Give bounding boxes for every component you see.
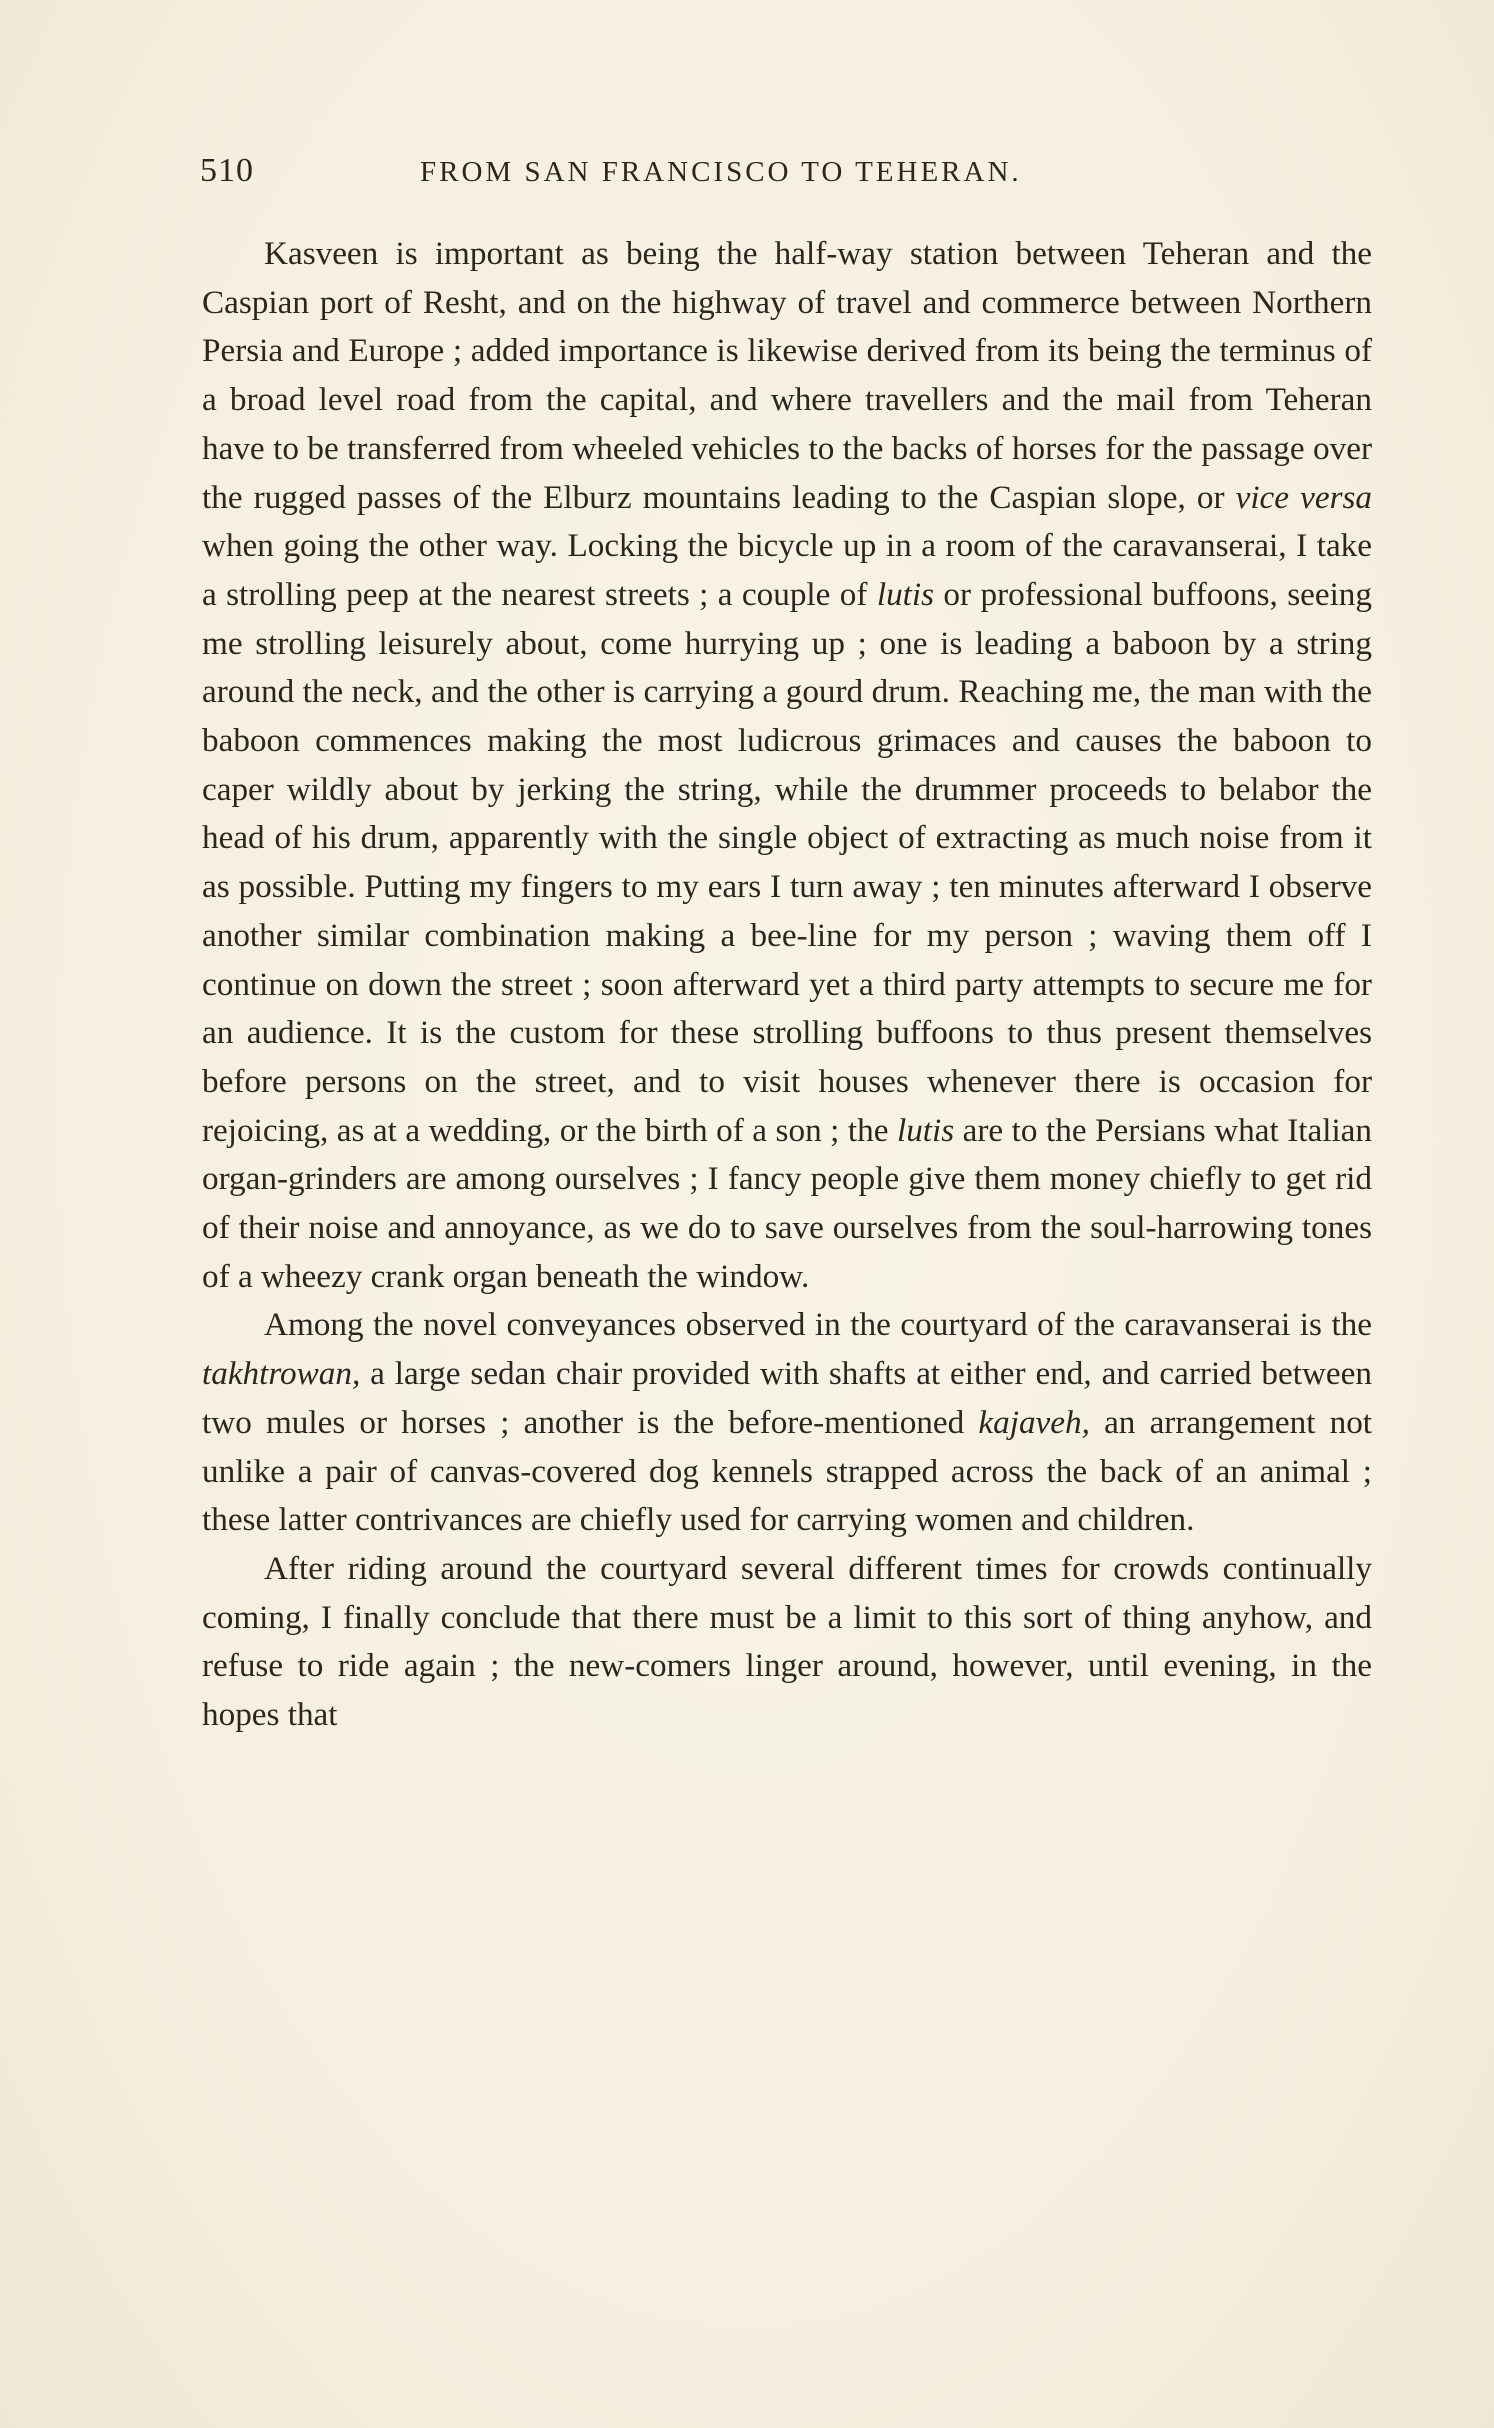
page-number: 510 bbox=[200, 152, 254, 189]
text-segment: Kasveen is important as being the half-way station between Teheran and the Caspian port of Resht, and on the highway of travel and commerce between Northern Persia and Europe ; added importance is likewise derived from its being the terminus of a broad level road from the capital, and where travellers and the mail from Teheran have to be transferred from wheeled vehicles to the backs of horses for the passage over the rugged passes of the Elburz mountains leading to the Caspian slope, or bbox=[202, 235, 1372, 516]
paragraph-2 bbox=[202, 1301, 1372, 1545]
running-title: FROM SAN FRANCISCO TO TEHERAN. bbox=[420, 156, 1022, 188]
text-segment: are to the Persians what Italian organ-grinders are among ourselves ; I fancy people give them money chiefly to get rid of their noise and annoyance, as we do to save ourselves from the soul-harrowing tones of a wheezy crank organ beneath the window. bbox=[202, 1111, 1372, 1295]
italic-term: takhtrowan, bbox=[202, 1355, 361, 1393]
italic-term: vice versa bbox=[1235, 478, 1372, 516]
text-segment: After riding around the courtyard several different times for crowds continually coming, I finally conclude that there must be a limit to this sort of thing anyhow, and refuse to ride again ; the new-comers linger around, however, until evening, in the hopes that bbox=[202, 1549, 1372, 1734]
italic-term: kajaveh, bbox=[978, 1403, 1090, 1441]
italic-term: lutis bbox=[896, 1111, 955, 1149]
paragraph-1 bbox=[202, 230, 1372, 1301]
body-text bbox=[202, 230, 1372, 1740]
text-segment: Among the novel conveyances observed in the courtyard of the caravanserai is the bbox=[264, 1306, 1372, 1344]
text-segment: an arrangement not unlike a pair of canvas-covered dog kennels strapped across the back of an animal ; these latter contrivances are chiefly used for carrying women and children. bbox=[202, 1403, 1373, 1539]
page-header bbox=[200, 152, 1378, 202]
text-segment: or professional buffoons, seeing me strolling leisurely about, come hurrying up ; one is leading a baboon by a string around the neck, and the other is carrying a gourd drum. Reaching me, the man with the baboon commences making the most ludicrous grimaces and causes the baboon to caper wildly about by jerking the string, while the drummer proceeds to belabor the head of his drum, apparently with the single object of extracting as much noise from it as possible. Putting my fingers to my ears I turn away ; ten minutes afterward I observe another similar combination making a bee-line for my person ; waving them off I continue on down the street ; soon afterward yet a third party attempts to secure me for an audience. It is the custom for these strolling buffoons to thus present themselves before persons on the street, and to visit houses whenever there is occasion for rejoicing, as at a wedding, or the birth of a son ; the bbox=[202, 575, 1372, 1149]
italic-term: lutis bbox=[876, 575, 935, 613]
text-segment: a large sedan chair provided with shafts at either end, and carried between two mules or horses ; another is the before-mentioned bbox=[202, 1355, 1372, 1441]
text-segment: when going the other way. Locking the bicycle up in a room of the caravanserai, I take a strolling peep at the nearest streets ; a couple of bbox=[202, 527, 1372, 613]
paragraph-3 bbox=[202, 1545, 1372, 1740]
